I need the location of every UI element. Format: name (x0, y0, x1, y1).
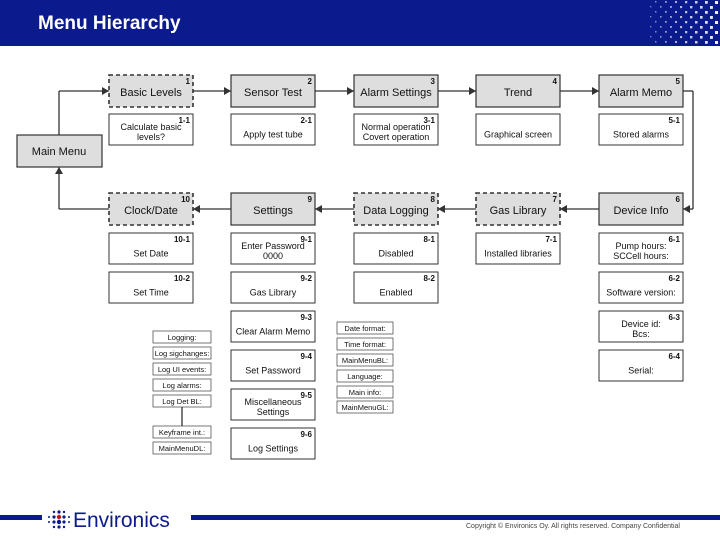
submenu-node-number: 7-1 (545, 235, 557, 244)
log-setting-label: MainMenuDL: (158, 444, 206, 453)
submenu-node-top-1-0 (109, 114, 193, 145)
log-setting-item (153, 379, 211, 391)
arrow-left-icon (560, 205, 567, 213)
submenu-node-number: 10-2 (173, 274, 190, 283)
misc-setting-label: Time format: (344, 340, 386, 349)
submenu-node-bottom-9-0 (231, 233, 315, 264)
log-setting-item (153, 363, 211, 375)
main-menu-label: Main Menu (31, 146, 87, 158)
submenu-node-number: 8-1 (423, 235, 435, 244)
submenu-node-line: Software version: (606, 287, 676, 298)
submenu-node-number: 9-2 (300, 274, 312, 283)
misc-setting-item (337, 338, 393, 350)
submenu-node-line: Covert operation (362, 132, 430, 142)
menu-node-top-3 (354, 75, 438, 107)
submenu-node-bottom-10-0 (109, 233, 193, 264)
submenu-node-line: Log Settings (247, 443, 299, 454)
submenu-node-number: 3-1 (423, 116, 435, 125)
arrow-right-icon (592, 87, 599, 95)
submenu-node-number: 6-3 (668, 313, 680, 322)
environics-logo (46, 500, 191, 536)
menu-node-title: Settings (253, 205, 293, 217)
misc-setting-label: Date format: (344, 324, 386, 333)
submenu-node-bottom-9-2 (231, 311, 315, 342)
log-setting-label: Keyframe int.: (158, 428, 206, 437)
misc-setting-label: Language: (347, 372, 383, 381)
copyright-text: Copyright © Environics Oy. All rights reserved. Company Confidential (466, 523, 680, 530)
log-setting-label: Log UI events: (157, 365, 207, 374)
submenu-node-number: 9-4 (300, 352, 312, 361)
submenu-node-number: 2-1 (300, 116, 312, 125)
log-setting-label: Log sigchanges: (154, 349, 210, 358)
misc-setting-item (337, 401, 393, 413)
submenu-node-number: 9-5 (300, 391, 312, 400)
submenu-node-bottom-8-1 (354, 272, 438, 303)
submenu-node-number: 6-2 (668, 274, 680, 283)
menu-node-top-4 (476, 75, 560, 107)
submenu-node-line: Bcs: (632, 329, 650, 339)
menu-node-title: Alarm Memo (609, 87, 673, 99)
log-setting-item (153, 426, 211, 438)
menu-node-title: Gas Library (489, 205, 547, 217)
submenu-node-top-3-0 (354, 114, 438, 145)
menu-node-number: 9 (307, 195, 312, 204)
submenu-node-line: Settings (256, 407, 290, 417)
submenu-node-line: Set Time (133, 287, 169, 298)
submenu-node-number: 5-1 (668, 116, 680, 125)
submenu-node-line: Disabled (378, 248, 414, 259)
submenu-node-line: Enabled (379, 287, 413, 298)
menu-node-number: 4 (552, 77, 557, 86)
submenu-node-number: 8-2 (423, 274, 435, 283)
submenu-node-line: levels? (136, 132, 166, 142)
menu-node-top-5 (599, 75, 683, 107)
menu-node-bottom-9 (231, 193, 315, 225)
submenu-node-bottom-9-5 (231, 428, 315, 459)
footer-bar-left (0, 515, 42, 520)
footer-bar-right (190, 515, 720, 520)
arrow-up-icon (55, 167, 63, 174)
submenu-node-line: SCCell hours: (613, 251, 669, 261)
submenu-node-number: 9-1 (300, 235, 312, 244)
misc-setting-item (337, 386, 393, 398)
arrow-left-icon (315, 205, 322, 213)
misc-setting-label: Main info: (348, 388, 382, 397)
log-setting-item (153, 442, 211, 454)
arrow-right-icon (469, 87, 476, 95)
menu-node-title: Trend (503, 87, 533, 99)
submenu-node-number: 10-1 (173, 235, 190, 244)
menu-node-bottom-8 (354, 193, 438, 225)
log-setting-label: Log alarms: (162, 381, 202, 390)
arrow-right-icon (102, 87, 109, 95)
menu-node-number: 10 (181, 195, 190, 204)
menu-node-number: 7 (552, 195, 557, 204)
log-setting-item (153, 395, 211, 407)
arrow-right-icon (347, 87, 354, 95)
menu-node-number: 6 (675, 195, 680, 204)
menu-node-number: 3 (430, 77, 435, 86)
submenu-node-line: Installed libraries (484, 248, 552, 259)
submenu-node-line: Pump hours: (615, 241, 667, 251)
submenu-node-line: 0000 (262, 251, 284, 261)
arrow-left-icon (438, 205, 445, 213)
submenu-node-number: 6-4 (668, 352, 680, 361)
submenu-node-line: Serial: (628, 365, 654, 376)
menu-node-title: Sensor Test (244, 87, 302, 99)
submenu-node-line: Set Date (133, 248, 169, 259)
misc-setting-label: MainMenuBL: (341, 356, 389, 365)
submenu-node-line: Clear Alarm Memo (235, 326, 311, 337)
menu-node-bottom-10 (109, 193, 193, 225)
log-setting-item (153, 331, 211, 343)
menu-node-bottom-6 (599, 193, 683, 225)
submenu-node-line: Apply test tube (243, 129, 303, 140)
misc-setting-item (337, 354, 393, 366)
submenu-node-bottom-10-1 (109, 272, 193, 303)
menu-node-top-2 (231, 75, 315, 107)
submenu-node-line: Calculate basic (120, 122, 182, 132)
menu-node-title: Device Info (613, 205, 669, 217)
menu-node-bottom-7 (476, 193, 560, 225)
submenu-node-bottom-8-0 (354, 233, 438, 264)
menu-node-number: 8 (430, 195, 435, 204)
menu-node-number: 1 (185, 77, 190, 86)
menu-node-title: Alarm Settings (360, 87, 432, 99)
submenu-node-bottom-9-3 (231, 350, 315, 381)
logo-wordmark: Environics (73, 509, 170, 532)
submenu-node-bottom-6-3 (599, 350, 683, 381)
log-setting-label: Log Det BL: (162, 397, 202, 406)
misc-setting-label: MainMenuGL: (341, 403, 389, 412)
page-title: Menu Hierarchy (38, 13, 181, 34)
arrow-left-icon (683, 205, 690, 213)
arrow-right-icon (224, 87, 231, 95)
submenu-node-number: 6-1 (668, 235, 680, 244)
submenu-node-bottom-9-4 (231, 389, 315, 420)
submenu-node-line: Stored alarms (612, 129, 670, 140)
submenu-node-line: Device id: (621, 319, 661, 329)
submenu-node-bottom-7-0 (476, 233, 560, 264)
misc-setting-item (337, 322, 393, 334)
menu-node-number: 5 (675, 77, 680, 86)
submenu-node-number: 1-1 (178, 116, 190, 125)
menu-node-title: Data Logging (363, 205, 429, 217)
menu-node-number: 2 (307, 77, 312, 86)
submenu-node-bottom-6-2 (599, 311, 683, 342)
submenu-node-bottom-6-1 (599, 272, 683, 303)
submenu-node-bottom-6-0 (599, 233, 683, 264)
menu-node-top-1 (109, 75, 193, 107)
submenu-node-number: 9-6 (300, 430, 312, 439)
misc-setting-item (337, 370, 393, 382)
log-setting-item (153, 347, 211, 359)
submenu-node-line: Enter Password (241, 241, 305, 251)
submenu-node-line: Graphical screen (483, 129, 553, 140)
submenu-node-top-5-0 (599, 114, 683, 145)
log-setting-label: Logging: (167, 333, 197, 342)
submenu-node-number: 9-3 (300, 313, 312, 322)
submenu-node-line: Normal operation (361, 122, 431, 132)
submenu-node-line: Set Password (245, 365, 301, 376)
submenu-node-top-2-0 (231, 114, 315, 145)
arrow-left-icon (193, 205, 200, 213)
submenu-node-bottom-9-1 (231, 272, 315, 303)
submenu-node-line: Gas Library (249, 287, 297, 298)
submenu-node-top-4-0 (476, 114, 560, 145)
submenu-node-line: Miscellaneous (244, 397, 302, 407)
menu-node-title: Clock/Date (124, 205, 178, 217)
menu-node-title: Basic Levels (120, 87, 182, 99)
